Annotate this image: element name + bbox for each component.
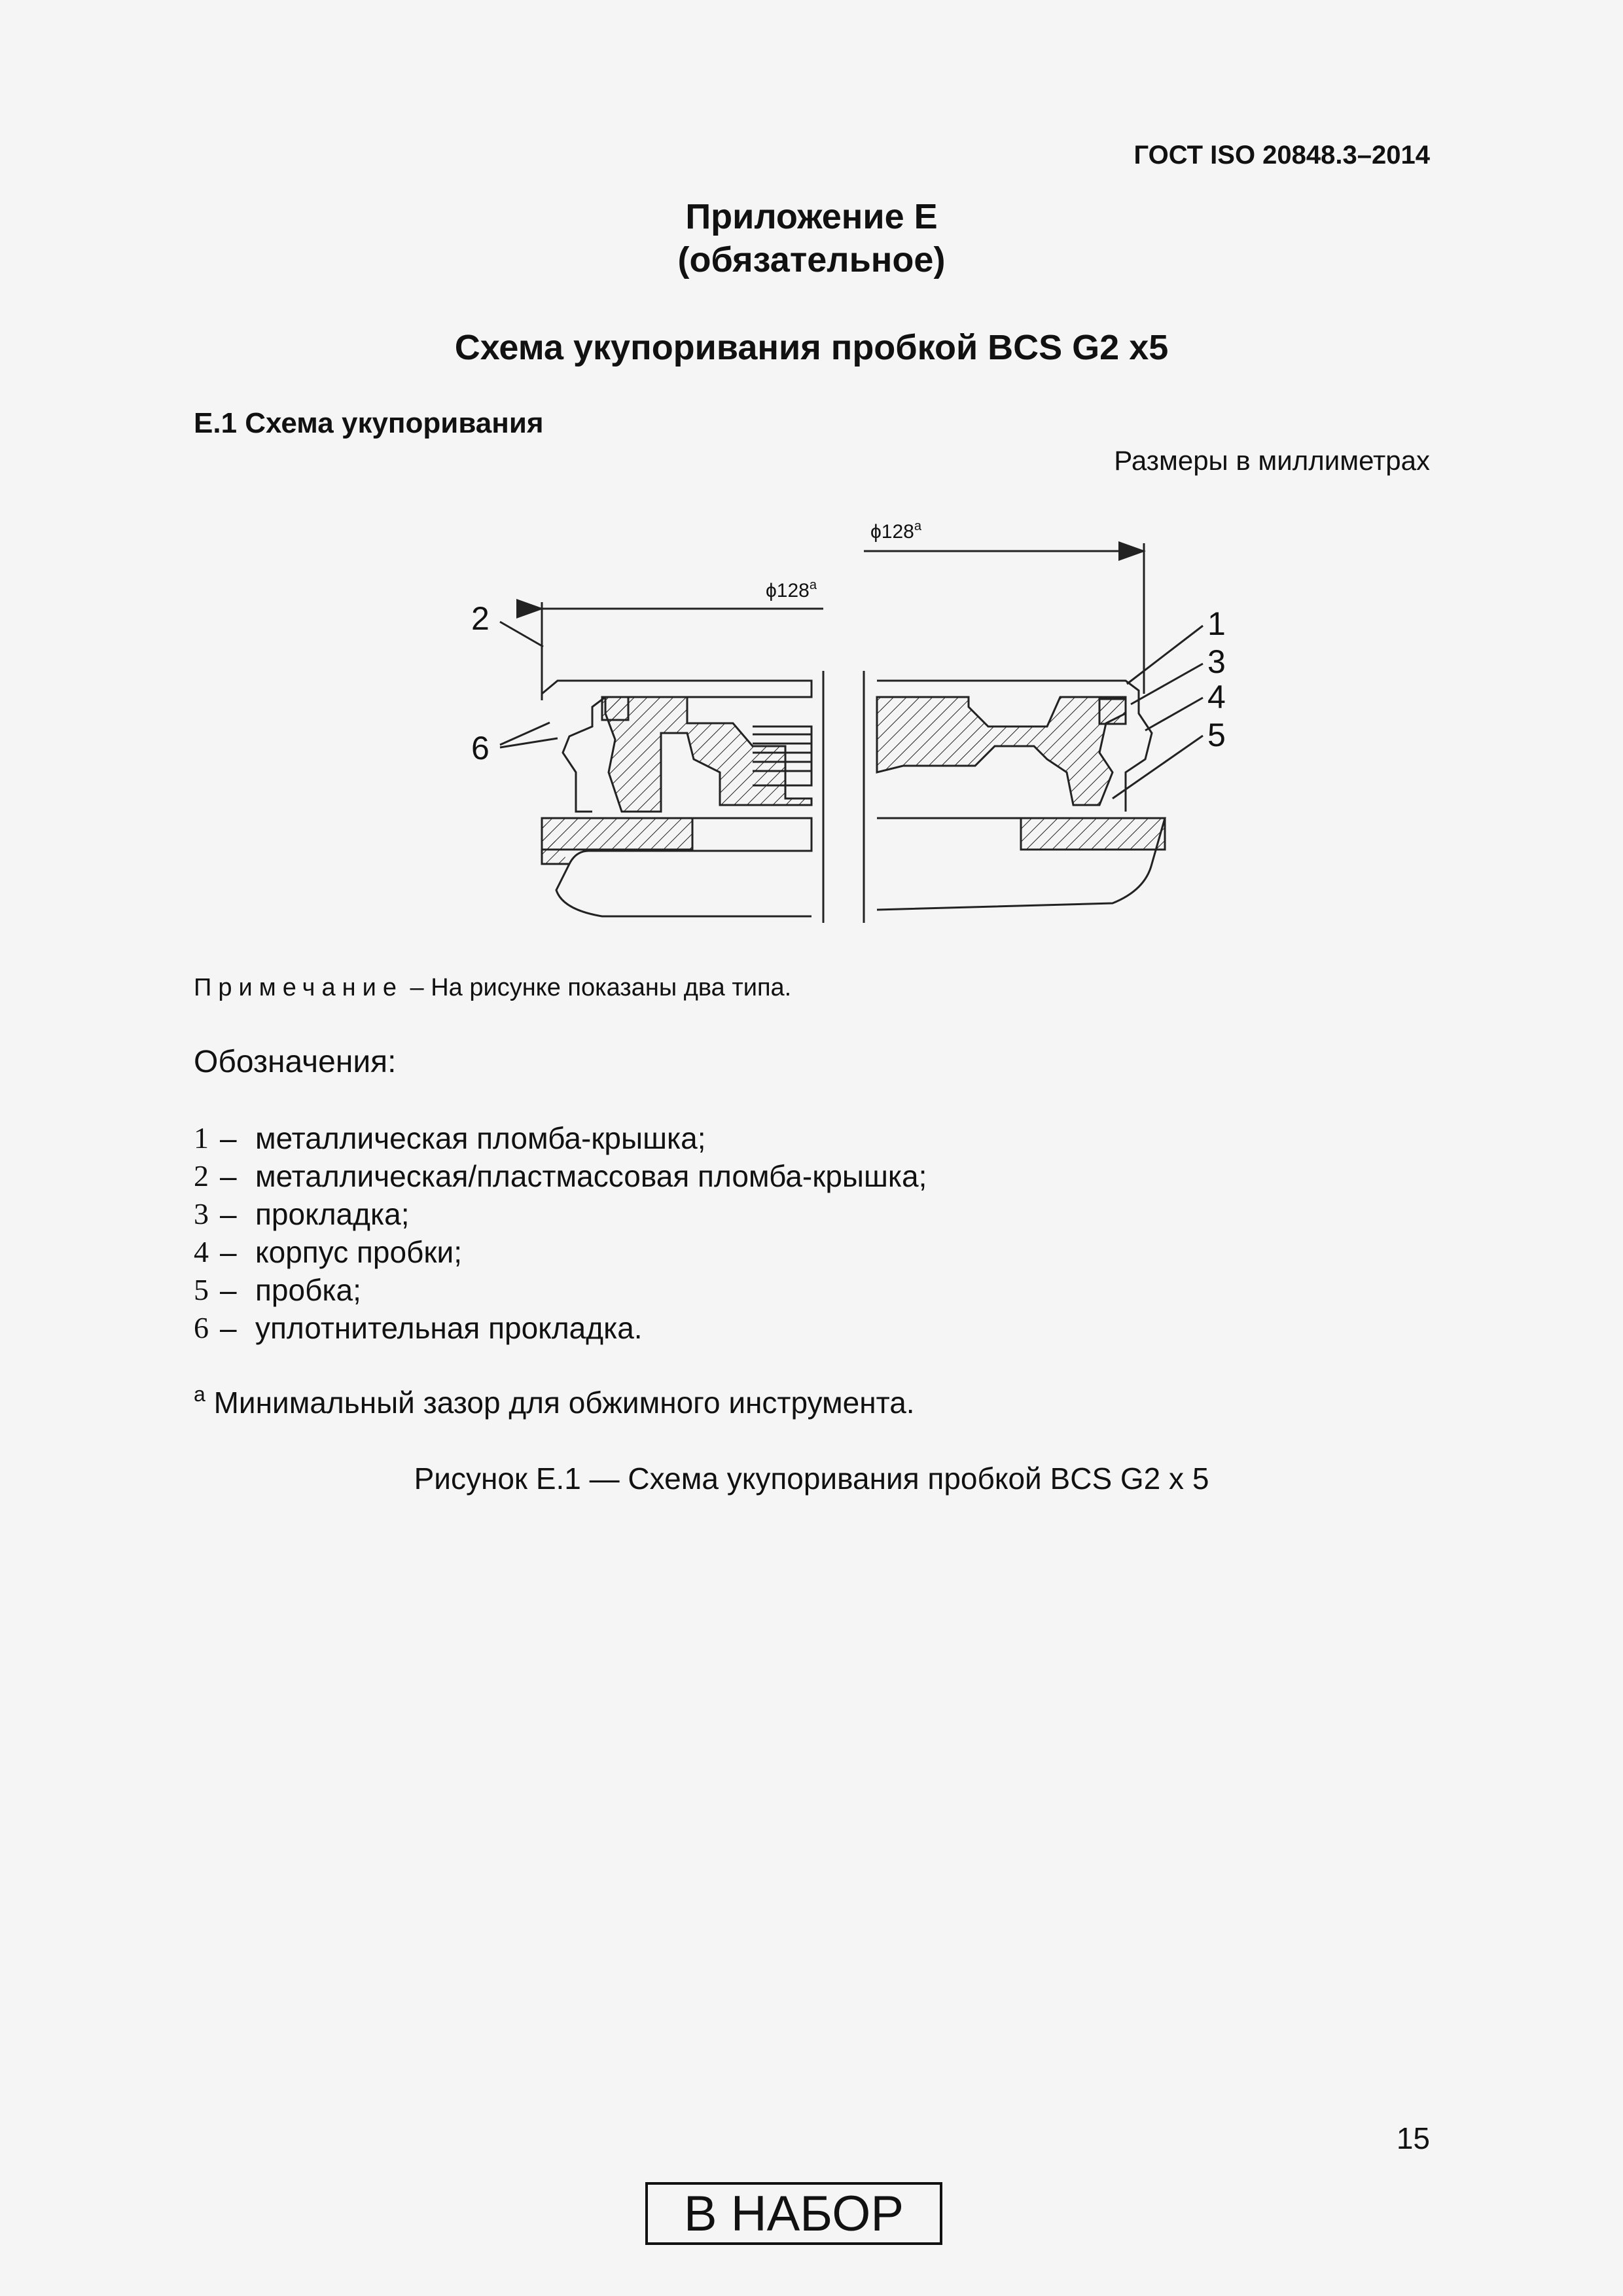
plug-body-right (877, 697, 1126, 805)
note-text: – На рисунке показаны два типа. (410, 974, 792, 1001)
leader-6b (500, 738, 558, 747)
annex-status: (обязательное) (677, 240, 946, 279)
leader-2 (500, 622, 543, 647)
closure-drawing (445, 497, 1243, 942)
typeset-stamp: В НАБОР (645, 2182, 942, 2245)
scheme-title: Схема укупоривания пробкой BCS G2 x5 (454, 328, 1169, 367)
legend-item: 2 – металлическая/пластмассовая пломба-крышка; (194, 1159, 927, 1193)
callout-1: 1 (1207, 605, 1226, 642)
legend-heading: Обозначения: (194, 1045, 397, 1079)
note-label: Примечание (194, 974, 403, 1001)
footnote-mark: a (194, 1382, 205, 1406)
callout-3: 3 (1207, 643, 1226, 680)
container-wall-right (1021, 818, 1165, 850)
callout-5: 5 (1207, 717, 1226, 753)
container-wall-left (542, 818, 692, 850)
callout-2: 2 (471, 600, 490, 637)
footnote (194, 1382, 915, 1420)
leader-3 (1131, 664, 1203, 704)
footnote-text: Минимальный зазор для обжимного инструмента. (213, 1386, 915, 1420)
callout-4: 4 (1207, 679, 1226, 715)
figure-caption: Рисунок Е.1 — Схема укупоривания пробкой BCS G2 x 5 (414, 1462, 1209, 1496)
legend-item: 5 – пробка; (194, 1273, 361, 1307)
page-number: 15 (1396, 2121, 1430, 2155)
legend-item: 6 – уплотнительная прокладка. (194, 1311, 643, 1345)
gasket-left (602, 697, 628, 720)
figure-note (194, 974, 791, 1002)
legend-list (194, 1119, 927, 1347)
leader-1 (1127, 626, 1203, 684)
dim-right-label: ϕ128$^a$ (870, 519, 921, 543)
annex-title: Приложение Е (685, 197, 938, 236)
annex-heading (0, 195, 1623, 281)
leader-5 (1113, 736, 1203, 798)
leader-4 (1145, 698, 1203, 730)
gasket-right (1099, 699, 1126, 724)
units-note: Размеры в миллиметрах (1114, 445, 1430, 476)
plug-body-left (605, 697, 812, 812)
legend-item: 1 – металлическая пломба-крышка; (194, 1121, 706, 1155)
callout-6: 6 (471, 730, 490, 766)
dim-left-label: ϕ128$^a$ (766, 578, 817, 601)
document-code: ГОСТ ISO 20848.3–2014 (1133, 141, 1430, 170)
legend-item: 3 – прокладка; (194, 1197, 410, 1231)
legend-item: 4 – корпус пробки; (194, 1235, 463, 1269)
section-title: Е.1 Схема укупоривания (194, 407, 544, 439)
